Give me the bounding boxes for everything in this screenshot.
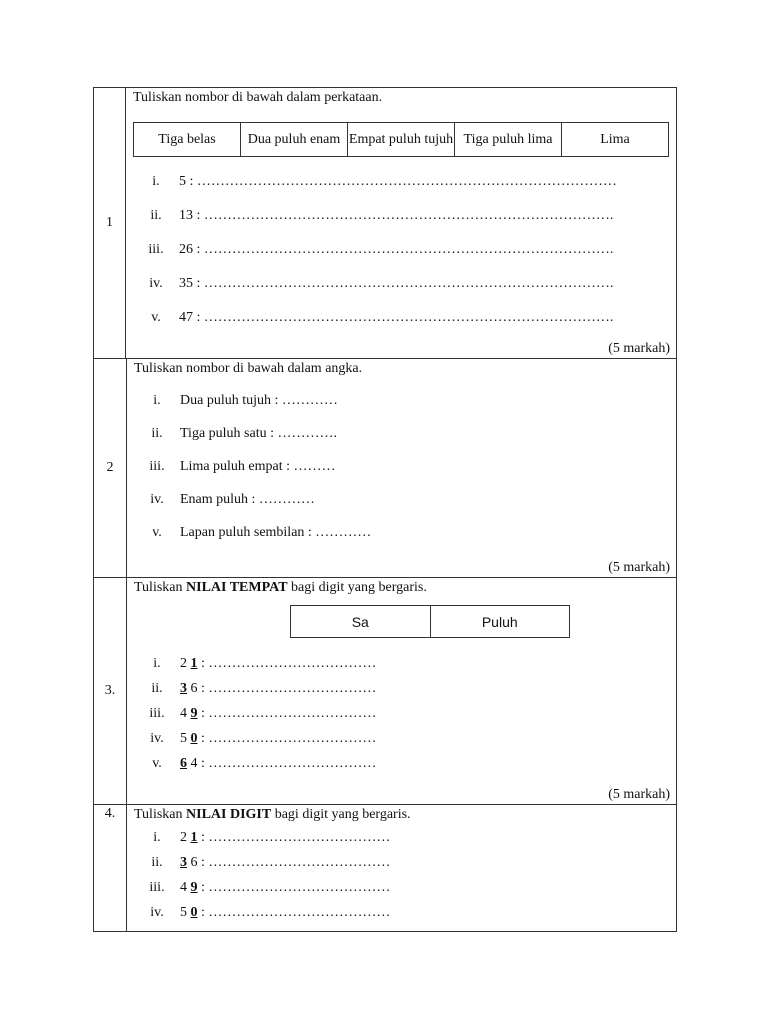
answer-item[interactable] (133, 310, 669, 344)
answer-list (134, 393, 669, 558)
digit-text: 5 (180, 905, 191, 920)
question-instruction (134, 579, 669, 597)
item-numeral: v. (152, 525, 162, 540)
answer-item[interactable] (134, 393, 669, 426)
answer-item[interactable] (134, 525, 669, 558)
instruction-emphasis: NILAI DIGIT (186, 807, 272, 822)
answer-line[interactable] (180, 681, 376, 697)
answer-line[interactable]: 5 : ……………………………………………………………………………… (179, 174, 617, 189)
answer-item[interactable] (134, 706, 669, 731)
answer-line[interactable] (180, 656, 376, 672)
answer-item[interactable] (134, 880, 669, 905)
question-4-row (94, 805, 676, 931)
item-numeral: ii. (151, 855, 163, 870)
question-instruction: Tuliskan nombor di bawah dalam angka. (134, 361, 363, 376)
answer-item[interactable] (134, 459, 669, 492)
answer-item[interactable] (134, 830, 669, 855)
answer-blank[interactable]: : ……………………………… (197, 681, 377, 696)
answer-item[interactable] (134, 656, 669, 681)
underlined-digit: 1 (190, 656, 198, 671)
question-number: 4. (94, 805, 127, 931)
underlined-digit: 0 (190, 731, 198, 746)
answer-item[interactable] (133, 276, 669, 310)
question-instruction (134, 806, 669, 824)
answer-line[interactable] (180, 731, 376, 747)
underlined-digit: 9 (190, 706, 198, 721)
marks-label: (5 markah) (608, 560, 670, 575)
answer-list (134, 830, 669, 930)
marks-label: (5 markah) (608, 341, 670, 356)
digit-text: 4 (187, 756, 198, 771)
item-numeral: v. (151, 310, 161, 325)
question-body (127, 578, 676, 804)
digit-text: 2 (180, 656, 191, 671)
item-numeral: iii. (149, 706, 165, 721)
word-box (133, 122, 669, 157)
answer-line[interactable] (180, 905, 390, 921)
answer-item[interactable] (134, 426, 669, 459)
answer-blank[interactable]: : ……………………………… (197, 731, 377, 746)
digit-text: 4 (180, 706, 191, 721)
item-numeral: ii. (151, 426, 163, 441)
word-box-cell: Empat puluh tujuh (348, 123, 455, 156)
word-box-cell: Lima (600, 132, 630, 147)
instruction-text: bagi digit yang bergaris. (287, 580, 427, 595)
question-number: 2 (94, 359, 127, 577)
underlined-digit: 6 (180, 756, 187, 771)
item-numeral: iv. (150, 492, 164, 507)
answer-blank[interactable]: : ……………………………… (197, 756, 377, 771)
marks-label: (5 markah) (608, 787, 670, 802)
question-body (127, 359, 676, 577)
answer-item[interactable] (134, 731, 669, 756)
word-box-cell: Dua puluh enam (241, 123, 348, 156)
answer-line[interactable]: Lima puluh empat : ……… (180, 459, 336, 474)
underlined-digit: 0 (190, 905, 198, 920)
answer-item[interactable] (133, 174, 669, 208)
answer-blank[interactable]: : ………………………………… (197, 880, 391, 895)
item-numeral: iii. (149, 880, 165, 895)
place-value-cell: Sa (291, 606, 431, 637)
question-instruction: Tuliskan nombor di bawah dalam perkataan. (133, 90, 383, 105)
answer-line[interactable]: Enam puluh : ………… (180, 492, 315, 507)
answer-item[interactable] (133, 242, 669, 276)
item-numeral: v. (152, 756, 162, 771)
answer-line[interactable]: Lapan puluh sembilan : ………… (180, 525, 372, 540)
answer-item[interactable] (134, 905, 669, 930)
worksheet (93, 87, 677, 932)
underlined-digit: 1 (190, 830, 198, 845)
answer-item[interactable] (133, 208, 669, 242)
answer-blank[interactable]: : ………………………………… (197, 905, 391, 920)
instruction-text: Tuliskan (134, 807, 187, 822)
answer-line[interactable]: Dua puluh tujuh : ………… (180, 393, 338, 408)
question-2-row (94, 359, 676, 578)
answer-list (133, 174, 669, 344)
item-numeral: iv. (149, 276, 163, 291)
item-numeral: iv. (150, 905, 164, 920)
item-numeral: iii. (148, 242, 164, 257)
underlined-digit: 3 (180, 855, 187, 870)
digit-text: 2 (180, 830, 191, 845)
item-numeral: i. (152, 174, 160, 189)
question-1-row (94, 88, 676, 359)
item-numeral: i. (153, 393, 161, 408)
place-value-box (290, 605, 570, 638)
question-number: 3. (94, 578, 127, 804)
digit-text: 5 (180, 731, 191, 746)
answer-line[interactable]: 47 : ……………………………………………………………………………. (179, 310, 614, 325)
answer-line[interactable] (180, 880, 390, 896)
item-numeral: ii. (151, 681, 163, 696)
answer-line[interactable] (180, 706, 376, 722)
question-body (127, 805, 676, 931)
answer-line[interactable] (180, 830, 390, 846)
question-body (126, 88, 676, 358)
answer-item[interactable] (134, 756, 669, 781)
item-numeral: i. (153, 656, 161, 671)
answer-item[interactable] (134, 681, 669, 706)
answer-item[interactable] (134, 855, 669, 880)
answer-blank[interactable]: : ………………………………… (197, 855, 391, 870)
item-numeral: iv. (150, 731, 164, 746)
digit-text: 4 (180, 880, 191, 895)
place-value-cell: Puluh (481, 613, 518, 630)
answer-item[interactable] (134, 492, 669, 525)
question-number: 1 (94, 88, 126, 358)
instruction-text: bagi digit yang bergaris. (271, 807, 411, 822)
item-numeral: iii. (149, 459, 165, 474)
word-box-cell: Tiga belas (134, 123, 241, 156)
item-numeral: i. (153, 830, 161, 845)
digit-text: 6 (187, 681, 198, 696)
answer-line[interactable] (180, 855, 390, 871)
word-box-cell: Tiga puluh lima (455, 123, 562, 156)
answer-line[interactable]: 13 : ……………………………………………………………………………. (179, 208, 614, 223)
underlined-digit: 9 (190, 880, 198, 895)
answer-blank[interactable]: : ……………………………… (197, 656, 377, 671)
answer-line[interactable]: Tiga puluh satu : …………. (180, 426, 337, 441)
instruction-text: Tuliskan (134, 580, 187, 595)
answer-line[interactable]: 35 : ……………………………………………………………………………. (179, 276, 614, 291)
item-numeral: ii. (150, 208, 162, 223)
digit-text: 6 (187, 855, 198, 870)
answer-line[interactable] (180, 756, 376, 772)
instruction-emphasis: NILAI TEMPAT (186, 580, 288, 595)
question-3-row (94, 578, 676, 805)
underlined-digit: 3 (180, 681, 187, 696)
answer-line[interactable]: 26 : ……………………………………………………………………………. (179, 242, 614, 257)
answer-list (134, 656, 669, 781)
answer-blank[interactable]: : ……………………………… (197, 706, 377, 721)
answer-blank[interactable]: : ………………………………… (197, 830, 391, 845)
